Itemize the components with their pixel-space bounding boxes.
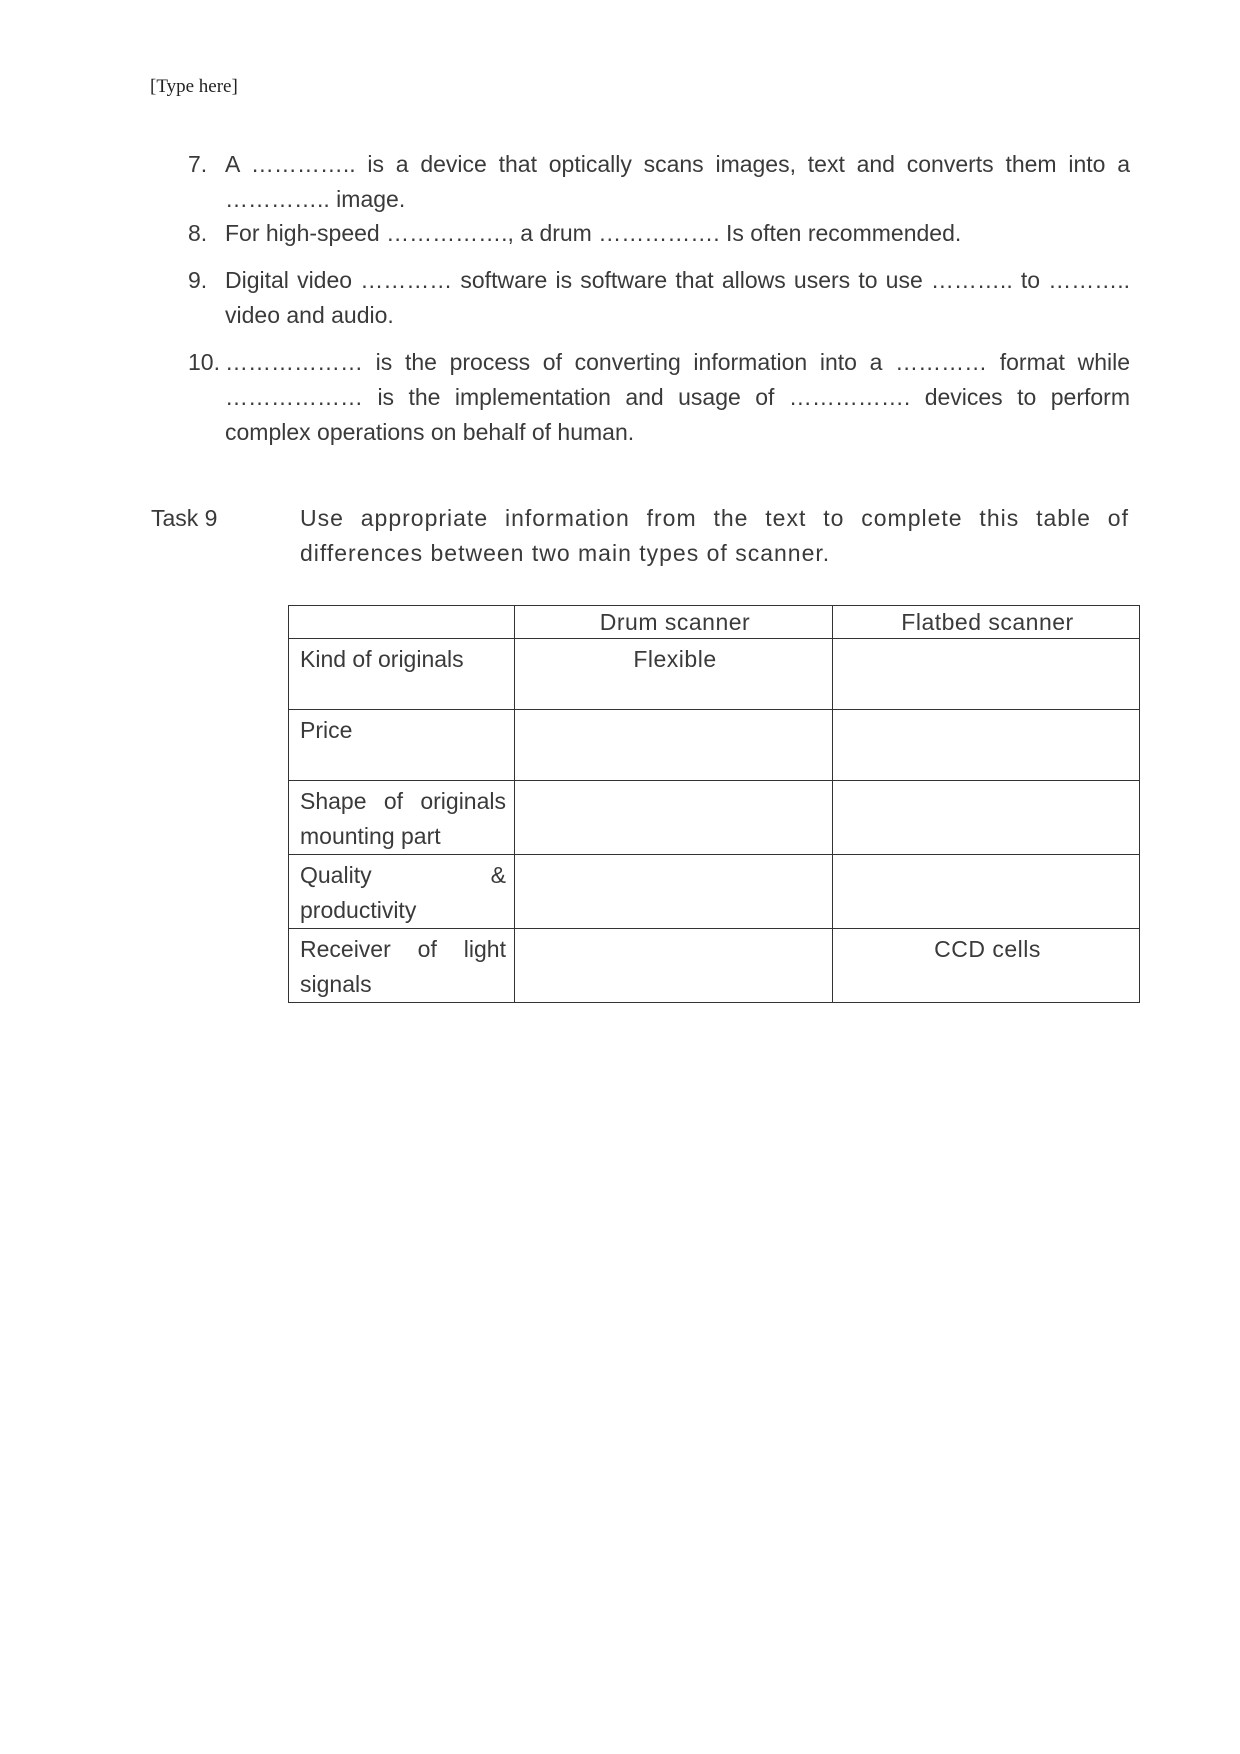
table-header-cell: Drum scanner (515, 606, 833, 639)
row-label: Quality & productivity (289, 855, 515, 929)
task-instruction: Use appropriate information from the text to complete this table of differences between two main types of scanner. (300, 505, 1129, 566)
table-cell (833, 781, 1140, 855)
row-label: Receiver of light signals (289, 929, 515, 1003)
question-number: 7. (188, 151, 208, 177)
table-row (289, 929, 1140, 1003)
table-cell (515, 710, 833, 781)
row-label: Kind of originals (289, 639, 515, 710)
question-number: 9. (188, 267, 208, 293)
table-row (289, 855, 1140, 929)
table-header-cell (289, 606, 515, 639)
question-text: A ………….. is a device that optically scans images, text and converts them into a ………….. image. (225, 151, 1130, 212)
page-header: [Type here] (150, 76, 238, 97)
question-7 (188, 147, 1130, 217)
question-8 (188, 216, 1130, 251)
table-row (289, 639, 1140, 710)
question-text: ……………… is the process of converting information into a ………… format while ……………… is the implementation and usage of ……………. devices to perform complex operations on behalf of human. (225, 349, 1130, 445)
table-cell (515, 929, 833, 1003)
table-row (289, 781, 1140, 855)
task-label: Task 9 (151, 505, 218, 531)
question-10 (188, 345, 1130, 450)
table-cell: Flexible (515, 639, 833, 710)
question-number: 10. (188, 349, 220, 375)
question-text: Digital video ………… software is software that allows users to use ……….. to ……….. video and audio. (225, 267, 1130, 328)
scanner-comparison-table (288, 605, 1140, 1003)
table-cell: CCD cells (833, 929, 1140, 1003)
table-header-cell: Flatbed scanner (833, 606, 1140, 639)
table-cell (515, 781, 833, 855)
question-text: For high-speed ……………., a drum ……………. Is often recommended. (225, 220, 962, 246)
table-cell (833, 639, 1140, 710)
table-header-row (289, 606, 1140, 639)
row-label: Shape of originals mounting part (289, 781, 515, 855)
table-cell (515, 855, 833, 929)
table-cell (833, 710, 1140, 781)
question-9 (188, 263, 1130, 333)
table-row (289, 710, 1140, 781)
table-cell (833, 855, 1140, 929)
row-label: Price (289, 710, 515, 781)
question-number: 8. (188, 220, 208, 246)
